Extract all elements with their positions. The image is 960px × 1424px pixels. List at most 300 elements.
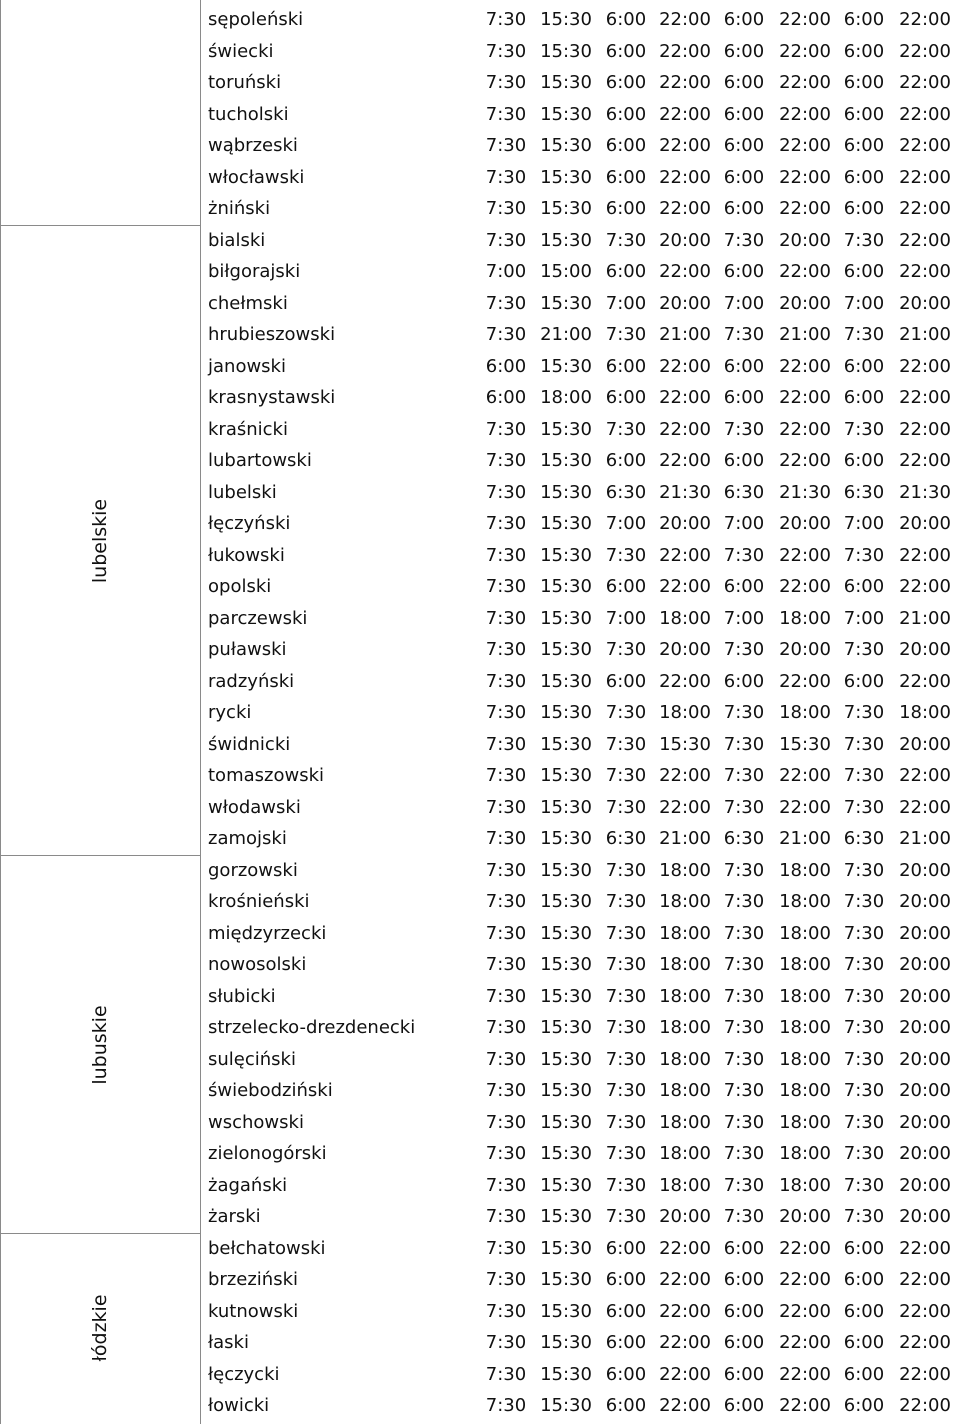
time-cell: 18:00 (659, 1143, 711, 1164)
time-cell: 7:30 (843, 1017, 885, 1038)
time-cell: 7:00 (485, 261, 527, 282)
time-cell: 7:30 (485, 1048, 527, 1070)
region-cell (0, 226, 200, 856)
table-row (200, 352, 960, 384)
time-cell: 22:00 (659, 418, 711, 440)
time-cell: 15:30 (540, 450, 592, 471)
time-cell: 22:00 (779, 355, 831, 377)
county-name: wąbrzeski (208, 135, 298, 156)
time-cell: 6:00 (605, 261, 647, 282)
table-row (200, 289, 960, 321)
region-cell (0, 856, 200, 1234)
time-cell: 22:00 (899, 1269, 951, 1290)
region-label: łódzkie (89, 1294, 111, 1362)
time-cell: 22:00 (779, 261, 831, 282)
table-row (200, 541, 960, 573)
time-cell: 7:30 (485, 481, 527, 503)
table-row (200, 446, 960, 478)
time-cell: 15:30 (540, 544, 592, 566)
time-cell: 20:00 (899, 954, 951, 975)
time-cell: 18:00 (779, 1143, 831, 1164)
time-cell: 7:30 (723, 544, 765, 566)
time-cell: 22:00 (899, 166, 951, 188)
time-cell: 7:30 (843, 733, 885, 755)
time-cell: 22:00 (659, 576, 711, 597)
time-cell: 6:00 (723, 9, 765, 30)
time-cell: 6:00 (605, 355, 647, 377)
time-cell: 6:00 (485, 387, 527, 408)
time-cell: 15:30 (540, 72, 592, 93)
table-row (200, 635, 960, 667)
time-cell: 6:00 (723, 670, 765, 692)
time-cell: 18:00 (659, 859, 711, 881)
time-cell: 7:00 (605, 513, 647, 534)
time-cell: 7:30 (485, 765, 527, 786)
time-cell: 22:00 (779, 765, 831, 786)
time-cell: 22:00 (779, 198, 831, 219)
time-cell: 15:30 (540, 733, 592, 755)
time-cell: 18:00 (659, 954, 711, 975)
county-name: gorzowski (208, 859, 298, 881)
time-cell: 18:00 (659, 1080, 711, 1101)
time-cell: 21:00 (899, 324, 951, 345)
time-cell: 7:00 (605, 292, 647, 314)
county-name: żarski (208, 1206, 261, 1227)
time-cell: 21:00 (540, 324, 592, 345)
county-name: tucholski (208, 103, 289, 125)
time-cell: 7:30 (605, 954, 647, 975)
time-cell: 7:30 (485, 1174, 527, 1196)
time-cell: 22:00 (659, 40, 711, 62)
time-cell: 22:00 (779, 544, 831, 566)
time-cell: 22:00 (659, 72, 711, 93)
time-cell: 7:30 (843, 954, 885, 975)
table-row (200, 1360, 960, 1392)
time-cell: 7:30 (843, 1080, 885, 1101)
time-cell: 7:30 (485, 859, 527, 881)
time-cell: 7:30 (485, 1395, 527, 1416)
county-name: zielonogórski (208, 1143, 327, 1164)
time-cell: 22:00 (659, 198, 711, 219)
time-cell: 15:30 (659, 733, 711, 755)
table-row (200, 824, 960, 856)
time-cell: 7:30 (605, 229, 647, 251)
time-cell: 22:00 (899, 103, 951, 125)
time-cell: 20:00 (899, 513, 951, 534)
time-cell: 18:00 (659, 891, 711, 912)
county-name: opolski (208, 576, 272, 597)
time-cell: 7:30 (843, 1174, 885, 1196)
region-label: lubelskie (89, 498, 111, 583)
time-cell: 15:30 (540, 670, 592, 692)
time-cell: 6:00 (843, 1395, 885, 1416)
time-cell: 22:00 (659, 670, 711, 692)
time-cell: 7:30 (485, 72, 527, 93)
time-cell: 7:30 (843, 922, 885, 944)
time-cell: 20:00 (779, 639, 831, 660)
time-cell: 6:00 (723, 1332, 765, 1353)
time-cell: 15:30 (540, 1363, 592, 1385)
time-cell: 15:30 (540, 1143, 592, 1164)
time-cell: 22:00 (779, 1237, 831, 1259)
time-cell: 22:00 (779, 670, 831, 692)
county-name: międzyrzecki (208, 922, 327, 944)
time-cell: 7:30 (485, 1269, 527, 1290)
time-cell: 7:30 (605, 418, 647, 440)
time-cell: 7:30 (843, 796, 885, 818)
time-cell: 6:00 (605, 1300, 647, 1322)
time-cell: 15:30 (540, 481, 592, 503)
time-cell: 7:30 (485, 324, 527, 345)
table-row (200, 478, 960, 510)
time-cell: 15:30 (540, 954, 592, 975)
county-name: puławski (208, 639, 287, 660)
time-cell: 7:30 (605, 324, 647, 345)
time-cell: 7:30 (843, 859, 885, 881)
table-row (200, 37, 960, 69)
time-cell: 22:00 (659, 1363, 711, 1385)
time-cell: 18:00 (899, 702, 951, 723)
time-cell: 6:00 (843, 576, 885, 597)
table-row (200, 1328, 960, 1360)
time-cell: 18:00 (779, 985, 831, 1007)
time-cell: 6:00 (723, 576, 765, 597)
time-cell: 7:30 (485, 576, 527, 597)
time-cell: 22:00 (899, 387, 951, 408)
county-name: łęczyński (208, 513, 291, 534)
time-cell: 6:00 (605, 1269, 647, 1290)
time-cell: 15:30 (540, 1395, 592, 1416)
time-cell: 7:30 (485, 639, 527, 660)
time-cell: 22:00 (899, 40, 951, 62)
time-cell: 6:00 (723, 450, 765, 471)
time-cell: 21:00 (779, 324, 831, 345)
time-cell: 20:00 (899, 985, 951, 1007)
table-row (200, 572, 960, 604)
time-cell: 22:00 (899, 229, 951, 251)
time-cell: 22:00 (659, 135, 711, 156)
table-row (200, 761, 960, 793)
time-cell: 22:00 (899, 576, 951, 597)
time-cell: 22:00 (779, 40, 831, 62)
time-cell: 7:30 (723, 954, 765, 975)
time-cell: 6:00 (605, 9, 647, 30)
table-row (200, 1265, 960, 1297)
time-cell: 15:30 (540, 135, 592, 156)
time-cell: 20:00 (659, 292, 711, 314)
county-name: zamojski (208, 828, 287, 849)
table-row (200, 1076, 960, 1108)
time-cell: 6:00 (843, 450, 885, 471)
time-cell: 15:30 (540, 1174, 592, 1196)
table-row (200, 509, 960, 541)
time-cell: 18:00 (779, 1048, 831, 1070)
time-cell: 6:00 (723, 198, 765, 219)
time-cell: 20:00 (899, 1048, 951, 1070)
time-cell: 7:30 (605, 796, 647, 818)
county-name: chełmski (208, 292, 288, 314)
time-cell: 18:00 (779, 1017, 831, 1038)
time-cell: 15:30 (540, 765, 592, 786)
time-cell: 22:00 (899, 544, 951, 566)
time-cell: 7:30 (605, 639, 647, 660)
time-cell: 7:30 (485, 1080, 527, 1101)
time-cell: 21:00 (899, 607, 951, 629)
time-cell: 6:00 (723, 40, 765, 62)
time-cell: 7:30 (723, 733, 765, 755)
time-cell: 6:00 (723, 72, 765, 93)
table-row (200, 1234, 960, 1266)
time-cell: 20:00 (659, 639, 711, 660)
time-cell: 7:30 (605, 1048, 647, 1070)
table-row (200, 698, 960, 730)
county-name: łaski (208, 1332, 249, 1353)
time-cell: 22:00 (779, 103, 831, 125)
time-cell: 6:30 (605, 481, 647, 503)
time-cell: 18:00 (779, 891, 831, 912)
table-row (200, 226, 960, 258)
time-cell: 22:00 (779, 418, 831, 440)
time-cell: 22:00 (659, 1332, 711, 1353)
time-cell: 7:30 (485, 922, 527, 944)
time-cell: 6:00 (843, 1300, 885, 1322)
time-cell: 7:30 (723, 229, 765, 251)
time-cell: 15:30 (540, 639, 592, 660)
time-cell: 6:00 (843, 387, 885, 408)
county-name: parczewski (208, 607, 308, 629)
time-cell: 18:00 (779, 1174, 831, 1196)
time-cell: 7:00 (723, 292, 765, 314)
time-cell: 6:00 (843, 355, 885, 377)
time-cell: 6:00 (843, 670, 885, 692)
time-cell: 15:30 (779, 733, 831, 755)
time-cell: 15:30 (540, 1048, 592, 1070)
time-cell: 7:30 (723, 859, 765, 881)
time-cell: 7:30 (605, 765, 647, 786)
time-cell: 7:30 (605, 922, 647, 944)
time-cell: 7:30 (723, 324, 765, 345)
county-name: hrubieszowski (208, 324, 336, 345)
time-cell: 6:00 (843, 1237, 885, 1259)
time-cell: 7:30 (605, 1206, 647, 1227)
time-cell: 15:30 (540, 292, 592, 314)
time-cell: 7:30 (843, 702, 885, 723)
time-cell: 7:30 (605, 859, 647, 881)
time-cell: 6:00 (605, 103, 647, 125)
county-name: radzyński (208, 670, 295, 692)
county-name: łukowski (208, 544, 285, 566)
time-cell: 15:30 (540, 922, 592, 944)
time-cell: 15:30 (540, 891, 592, 912)
time-cell: 15:30 (540, 1017, 592, 1038)
time-cell: 7:30 (485, 1143, 527, 1164)
time-cell: 6:00 (723, 1269, 765, 1290)
table-row (200, 730, 960, 762)
time-cell: 22:00 (779, 450, 831, 471)
time-cell: 7:30 (485, 1237, 527, 1259)
county-name: bialski (208, 229, 266, 251)
time-cell: 18:00 (779, 1080, 831, 1101)
time-cell: 7:30 (485, 1300, 527, 1322)
time-cell: 18:00 (659, 1174, 711, 1196)
time-cell: 15:30 (540, 418, 592, 440)
table-row (200, 163, 960, 195)
time-cell: 22:00 (899, 418, 951, 440)
time-cell: 22:00 (779, 166, 831, 188)
time-cell: 18:00 (779, 1111, 831, 1133)
time-cell: 7:30 (485, 418, 527, 440)
time-cell: 7:30 (723, 1206, 765, 1227)
county-name: świecki (208, 40, 274, 62)
time-cell: 21:00 (659, 324, 711, 345)
time-cell: 18:00 (659, 607, 711, 629)
county-name: toruński (208, 72, 282, 93)
table-row (200, 131, 960, 163)
time-cell: 7:30 (485, 166, 527, 188)
time-cell: 22:00 (779, 1363, 831, 1385)
time-cell: 7:30 (485, 229, 527, 251)
time-cell: 22:00 (779, 1332, 831, 1353)
time-cell: 7:30 (843, 891, 885, 912)
table-row (200, 1139, 960, 1171)
time-cell: 22:00 (779, 576, 831, 597)
table-row (200, 100, 960, 132)
table-row (200, 1045, 960, 1077)
time-cell: 20:00 (899, 292, 951, 314)
time-cell: 7:00 (723, 607, 765, 629)
time-cell: 6:00 (605, 198, 647, 219)
time-cell: 18:00 (779, 859, 831, 881)
time-cell: 22:00 (899, 796, 951, 818)
time-cell: 22:00 (659, 103, 711, 125)
time-cell: 20:00 (899, 1206, 951, 1227)
time-cell: 21:30 (659, 481, 711, 503)
time-cell: 20:00 (659, 513, 711, 534)
time-cell: 22:00 (899, 450, 951, 471)
time-cell: 15:30 (540, 1269, 592, 1290)
time-cell: 6:30 (843, 828, 885, 849)
time-cell: 7:30 (485, 40, 527, 62)
time-cell: 22:00 (899, 765, 951, 786)
time-cell: 22:00 (899, 355, 951, 377)
time-cell: 15:00 (540, 261, 592, 282)
time-cell: 7:30 (485, 9, 527, 30)
time-cell: 20:00 (779, 229, 831, 251)
table-row (200, 604, 960, 636)
table-row (200, 667, 960, 699)
time-cell: 18:00 (540, 387, 592, 408)
table-row (200, 793, 960, 825)
table-row (200, 919, 960, 951)
time-cell: 6:00 (723, 103, 765, 125)
time-cell: 15:30 (540, 9, 592, 30)
time-cell: 7:00 (843, 513, 885, 534)
time-cell: 15:30 (540, 1111, 592, 1133)
time-cell: 6:00 (843, 40, 885, 62)
time-cell: 15:30 (540, 1332, 592, 1353)
time-cell: 6:00 (605, 450, 647, 471)
time-cell: 6:00 (605, 1332, 647, 1353)
time-cell: 6:30 (605, 828, 647, 849)
time-cell: 7:30 (605, 1174, 647, 1196)
time-cell: 7:30 (485, 670, 527, 692)
time-cell: 22:00 (779, 135, 831, 156)
table-row (200, 1391, 960, 1423)
time-cell: 20:00 (899, 891, 951, 912)
time-cell: 18:00 (659, 702, 711, 723)
time-cell: 20:00 (779, 513, 831, 534)
time-cell: 18:00 (659, 1111, 711, 1133)
time-cell: 20:00 (899, 733, 951, 755)
time-cell: 7:30 (605, 1143, 647, 1164)
table-row (200, 982, 960, 1014)
time-cell: 7:30 (485, 513, 527, 534)
time-cell: 6:00 (723, 1363, 765, 1385)
time-cell: 20:00 (659, 1206, 711, 1227)
time-cell: 20:00 (659, 229, 711, 251)
time-cell: 15:30 (540, 985, 592, 1007)
county-name: włodawski (208, 796, 301, 818)
time-cell: 6:00 (843, 1269, 885, 1290)
time-cell: 22:00 (899, 261, 951, 282)
county-name: świdnicki (208, 733, 291, 755)
time-cell: 7:30 (723, 796, 765, 818)
time-cell: 22:00 (899, 9, 951, 30)
time-cell: 15:30 (540, 576, 592, 597)
time-cell: 22:00 (659, 1395, 711, 1416)
county-name: kraśnicki (208, 418, 288, 440)
county-name: strzelecko-drezdenecki (208, 1017, 416, 1038)
time-cell: 6:00 (605, 1237, 647, 1259)
time-cell: 15:30 (540, 355, 592, 377)
table-row (200, 320, 960, 352)
county-name: świebodziński (208, 1080, 333, 1101)
time-cell: 22:00 (659, 796, 711, 818)
time-cell: 20:00 (899, 922, 951, 944)
time-cell: 22:00 (779, 1300, 831, 1322)
time-cell: 18:00 (659, 1048, 711, 1070)
time-cell: 7:30 (485, 828, 527, 849)
time-cell: 22:00 (899, 1363, 951, 1385)
county-name: kutnowski (208, 1300, 299, 1322)
county-name: biłgorajski (208, 261, 301, 282)
time-cell: 22:00 (899, 670, 951, 692)
time-cell: 15:30 (540, 859, 592, 881)
time-cell: 7:30 (485, 1111, 527, 1133)
time-cell: 6:00 (723, 1300, 765, 1322)
time-cell: 7:30 (605, 1111, 647, 1133)
time-cell: 7:00 (605, 607, 647, 629)
table-row (200, 194, 960, 226)
time-cell: 6:00 (843, 135, 885, 156)
time-cell: 15:30 (540, 1080, 592, 1101)
table-row (200, 1108, 960, 1140)
time-cell: 15:30 (540, 513, 592, 534)
time-cell: 7:30 (485, 891, 527, 912)
time-cell: 7:30 (843, 324, 885, 345)
county-name: łowicki (208, 1395, 270, 1416)
time-cell: 6:00 (843, 166, 885, 188)
time-cell: 6:00 (605, 40, 647, 62)
county-name: włocławski (208, 166, 305, 188)
time-cell: 6:00 (605, 166, 647, 188)
time-cell: 6:00 (605, 387, 647, 408)
time-cell: 6:00 (605, 576, 647, 597)
time-cell: 20:00 (779, 292, 831, 314)
time-cell: 15:30 (540, 229, 592, 251)
county-name: słubicki (208, 985, 276, 1007)
time-cell: 7:00 (843, 607, 885, 629)
